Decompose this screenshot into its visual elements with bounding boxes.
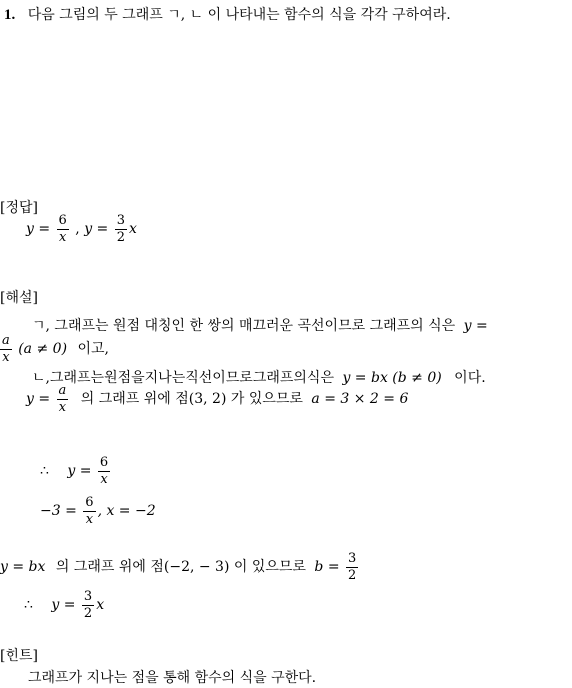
explanation-step: [40, 496, 156, 526]
therefore-2-fraction: [82, 590, 94, 620]
explanation-line-1: [32, 318, 488, 335]
line-7-fraction: [346, 552, 358, 582]
explanation-therefore-1: [40, 456, 112, 486]
explanation-line-2-condition: (a ≠ 0): [18, 341, 68, 358]
therefore-2-den: 2: [83, 605, 93, 621]
answer-lhs-2: y =: [84, 221, 109, 238]
therefore-1-symbol: ∴: [40, 463, 49, 480]
explanation-line-1-text: ㄱ, 그래프는 원점 대칭인 한 쌍의 매끄러운 곡선이므로 그래프의 식은: [32, 318, 456, 334]
explanation-line-4-eq: a = 3 × 2 = 6: [311, 391, 409, 408]
problem-line: [4, 6, 451, 24]
therefore-1-num: 6: [99, 455, 109, 470]
therefore-2-num: 3: [83, 589, 93, 604]
explanation-header: [해설]: [0, 290, 38, 306]
explanation-line-4: [26, 384, 408, 414]
step-tail: , x = −2: [97, 503, 156, 520]
explanation-line-1-y: y =: [463, 318, 488, 334]
hint-header: [힌트]: [0, 648, 38, 664]
explanation-line-7: [0, 552, 360, 582]
therefore-2-y: y =: [51, 597, 76, 614]
explanation-line-3-tail: 이다.: [454, 370, 486, 386]
answer-var-2: x: [129, 221, 137, 238]
therefore-2-symbol: ∴: [24, 597, 33, 614]
line-7-eq: y = bx: [0, 559, 46, 576]
explanation-line-2-num: a: [2, 333, 10, 348]
explanation-line-4-num: a: [58, 383, 67, 398]
explanation-line-4-text: 의 그래프 위에 점(3, 2) 가 있으므로: [80, 391, 303, 408]
explanation-therefore-2: [24, 590, 104, 620]
answer-header: [정답]: [0, 200, 38, 216]
answer-fraction-2: [115, 214, 127, 244]
explanation-line-4-fraction: [57, 384, 69, 414]
answer-fraction-1-num: 6: [58, 213, 67, 228]
problem-number: 1.: [4, 7, 16, 23]
step-lhs: −3 =: [40, 503, 77, 520]
answer-fraction-1-den: x: [59, 229, 67, 245]
step-den: x: [85, 511, 94, 527]
explanation-line-4-y: y =: [26, 391, 51, 408]
therefore-2-x: x: [96, 597, 105, 614]
explanation-line-3-eq: y = bx (b ≠ 0): [342, 370, 442, 386]
explanation-line-2-fraction: [0, 334, 12, 364]
answer-fraction-1: [57, 214, 69, 244]
line-7-b: b =: [314, 559, 340, 576]
answer-separator: ,: [75, 221, 80, 238]
therefore-1-fraction: [98, 456, 110, 486]
problem-text: 다음 그림의 두 그래프 ㄱ, ㄴ 이 나타내는 함수의 식을 각각 구하여라.: [27, 7, 451, 23]
explanation-line-2: [0, 334, 109, 364]
explanation-line-2-den: x: [2, 349, 10, 365]
explanation-line-3-text: ㄴ,그래프는원점을지나는직선이므로그래프의식은: [32, 370, 334, 386]
answer-equations: [26, 214, 137, 244]
therefore-1-den: x: [100, 471, 108, 487]
step-num: 6: [85, 495, 94, 510]
explanation-line-2-text: 이고,: [77, 341, 109, 358]
hint-text: 그래프가 지나는 점을 통해 함수의 식을 구한다.: [28, 670, 317, 686]
therefore-1-y: y =: [67, 463, 92, 480]
answer-fraction-2-den: 2: [116, 229, 126, 245]
answer-lhs-1: y =: [26, 221, 51, 238]
line-7-num: 3: [348, 551, 357, 566]
step-fraction: [83, 496, 95, 526]
answer-fraction-2-num: 3: [116, 213, 126, 228]
line-7-den: 2: [348, 567, 357, 583]
line-7-text: 의 그래프 위에 점(−2, − 3) 이 있으므로: [55, 559, 306, 576]
explanation-line-4-den: x: [58, 399, 67, 415]
